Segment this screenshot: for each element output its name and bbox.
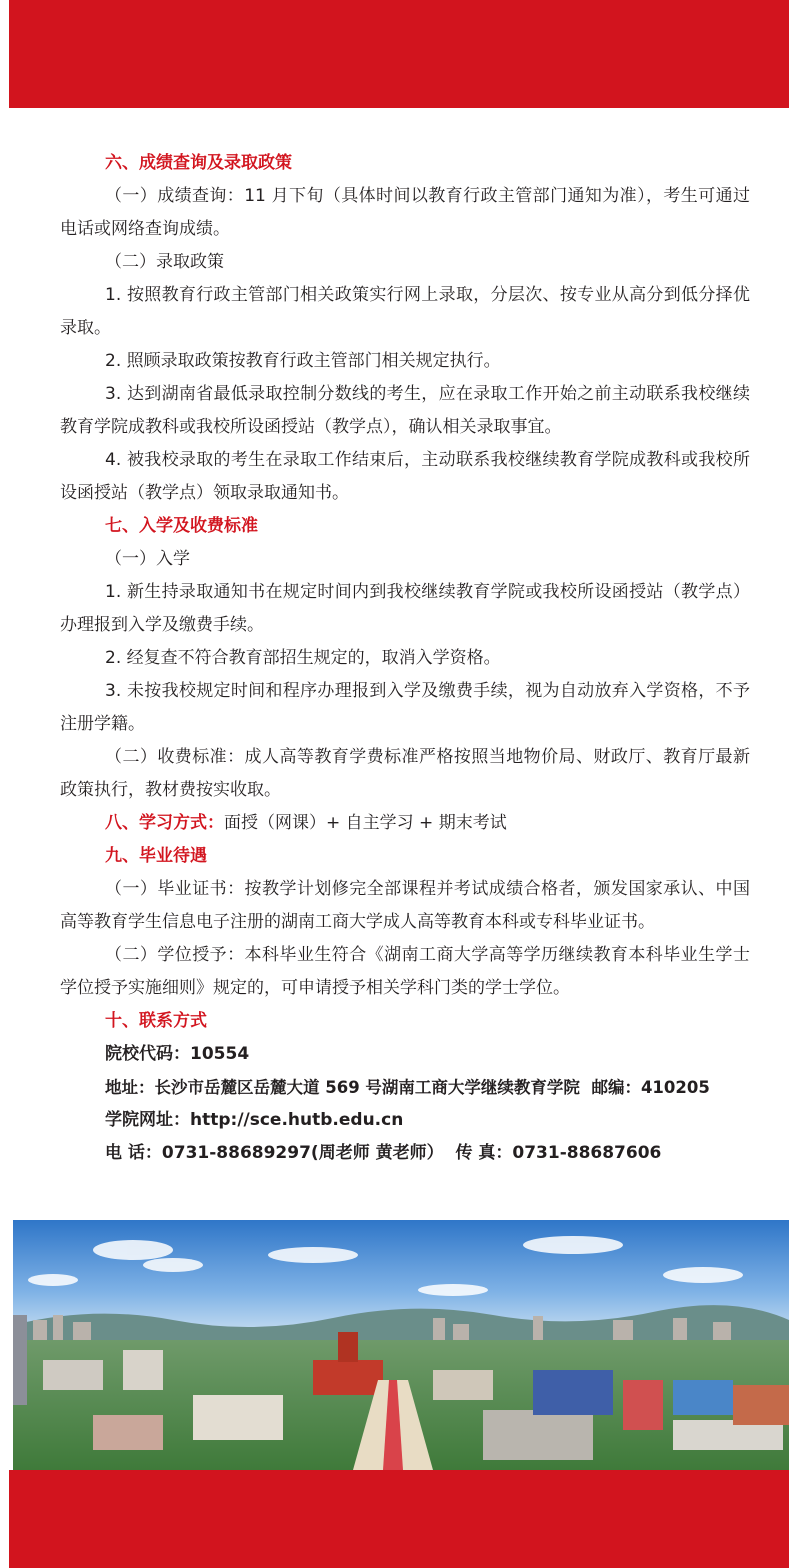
section-heading-enrollment: 七、入学及收费标准 [105,516,258,536]
paragraph: （一）入学 [105,549,190,569]
paragraph: 2. 照顾录取政策按教育行政主管部门相关规定执行。 [105,351,501,371]
paragraph: 3. 达到湖南省最低录取控制分数线的考生，应在录取工作开始之前主动联系我校继续教育学院成教科或我校所设函授站（教学点），确认相关录取事宜。 [60,384,750,437]
contact-block [105,1038,750,1170]
paragraph: 1. 新生持录取通知书在规定时间内到我校继续教育学院或我校所设函授站（教学点）办理报到入学及缴费手续。 [60,582,750,635]
campus-aerial-photo [13,1220,789,1470]
section-heading-graduation: 九、毕业待遇 [105,846,207,866]
contact-address: 地址：长沙市岳麓区岳麓大道 569 号湖南工商大学继续教育学院 邮编：410205 [105,1078,710,1097]
top-red-band [9,0,789,108]
contact-phone: 电 话：0731-88689297(周老师 黄老师） 传 真：0731-88687606 [105,1143,662,1163]
contact-website: 学院网址：http://sce.hutb.edu.cn [105,1110,404,1130]
document-body [60,147,750,1170]
section-heading-study-mode [60,807,750,840]
paragraph: 3. 未按我校规定时间和程序办理报到入学及缴费手续，视为自动放弃入学资格，不予注册学籍。 [60,681,750,734]
paragraph: （二）学位授予：本科毕业生符合《湖南工商大学高等学历继续教育本科毕业生学士学位授予实施细则》规定的，可申请授予相关学科门类的学士学位。 [60,945,750,998]
bottom-red-band [9,1470,789,1568]
paragraph: 1. 按照教育行政主管部门相关政策实行网上录取，分层次、按专业从高分到低分择优录取。 [60,285,750,338]
paragraph: （二）录取政策 [105,252,224,272]
section-heading-contact: 十、联系方式 [105,1011,207,1031]
study-mode-value: 面授（网课）+ 自主学习 + 期末考试 [224,813,507,833]
contact-code: 院校代码：10554 [105,1044,250,1064]
website-link[interactable]: http://sce.hutb.edu.cn [190,1110,404,1130]
paragraph: （一）毕业证书：按教学计划修完全部课程并考试成绩合格者，颁发国家承认、中国高等教育学生信息电子注册的湖南工商大学成人高等教育本科或专科毕业证书。 [60,879,750,932]
section-heading-results: 六、成绩查询及录取政策 [105,153,292,173]
paragraph: 4. 被我校录取的考生在录取工作结束后，主动联系我校继续教育学院成教科或我校所设函授站（教学点）领取录取通知书。 [60,450,750,503]
paragraph: 2. 经复查不符合教育部招生规定的，取消入学资格。 [105,648,501,668]
study-mode-label: 八、学习方式： [105,813,224,833]
paragraph: （二）收费标准：成人高等教育学费标准严格按照当地物价局、财政厅、教育厅最新政策执行，教材费按实收取。 [60,747,750,800]
paragraph: （一）成绩查询：11 月下旬（具体时间以教育行政主管部门通知为准），考生可通过电话或网络查询成绩。 [60,186,750,239]
